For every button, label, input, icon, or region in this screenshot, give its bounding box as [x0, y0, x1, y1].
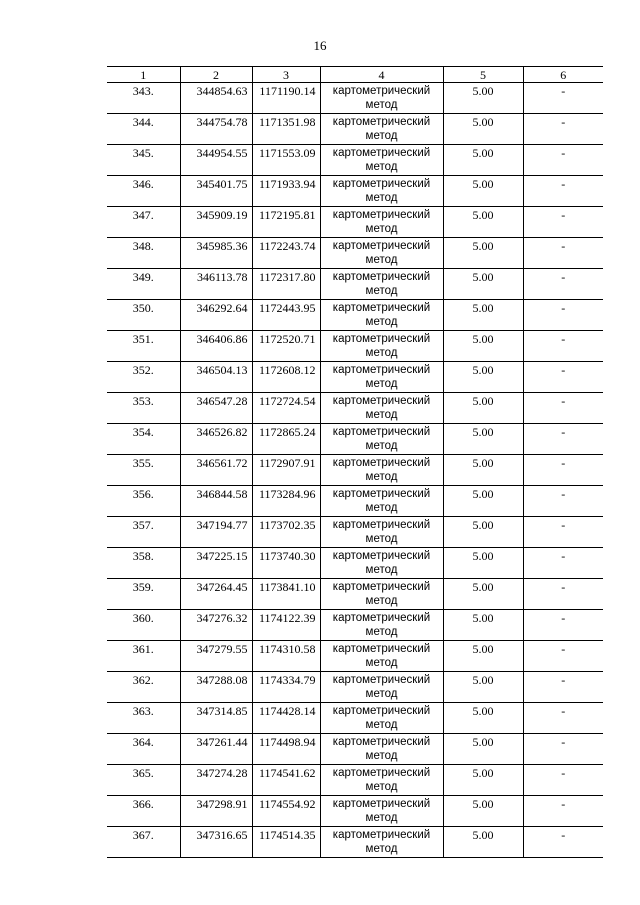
x-coordinate-cell: 347276.32: [180, 610, 252, 641]
point-number-cell: 346.: [107, 176, 180, 207]
column-header-4: 4: [320, 67, 443, 83]
accuracy-cell: 5.00: [443, 734, 523, 765]
note-cell: -: [523, 393, 603, 424]
x-coordinate-cell: 347225.15: [180, 548, 252, 579]
table-row: [107, 796, 603, 827]
y-coordinate-cell: 1171933.94: [252, 176, 320, 207]
note-cell: -: [523, 517, 603, 548]
method-cell: картометрический метод: [320, 703, 443, 734]
y-coordinate-cell: 1173841.10: [252, 579, 320, 610]
note-cell: -: [523, 672, 603, 703]
y-coordinate-cell: 1174498.94: [252, 734, 320, 765]
table-row: [107, 455, 603, 486]
table-row: [107, 703, 603, 734]
x-coordinate-cell: 347194.77: [180, 517, 252, 548]
method-cell: картометрический метод: [320, 424, 443, 455]
table-row: [107, 362, 603, 393]
x-coordinate-cell: 344754.78: [180, 114, 252, 145]
method-cell: картометрический метод: [320, 765, 443, 796]
accuracy-cell: 5.00: [443, 827, 523, 858]
x-coordinate-cell: 346844.58: [180, 486, 252, 517]
accuracy-cell: 5.00: [443, 796, 523, 827]
note-cell: -: [523, 827, 603, 858]
column-header-1: 1: [107, 67, 180, 83]
point-number-cell: 361.: [107, 641, 180, 672]
column-header-5: 5: [443, 67, 523, 83]
point-number-cell: 350.: [107, 300, 180, 331]
method-cell: картометрический метод: [320, 610, 443, 641]
note-cell: -: [523, 114, 603, 145]
method-cell: картометрический метод: [320, 734, 443, 765]
table-row: [107, 641, 603, 672]
table-row: [107, 331, 603, 362]
method-cell: картометрический метод: [320, 362, 443, 393]
method-cell: картометрический метод: [320, 796, 443, 827]
y-coordinate-cell: 1174310.58: [252, 641, 320, 672]
method-cell: картометрический метод: [320, 548, 443, 579]
note-cell: -: [523, 455, 603, 486]
accuracy-cell: 5.00: [443, 424, 523, 455]
note-cell: -: [523, 641, 603, 672]
point-number-cell: 343.: [107, 83, 180, 114]
accuracy-cell: 5.00: [443, 703, 523, 734]
accuracy-cell: 5.00: [443, 393, 523, 424]
table-row: [107, 517, 603, 548]
x-coordinate-cell: 344854.63: [180, 83, 252, 114]
point-number-cell: 363.: [107, 703, 180, 734]
point-number-cell: 365.: [107, 765, 180, 796]
note-cell: -: [523, 176, 603, 207]
column-header-2: 2: [180, 67, 252, 83]
y-coordinate-cell: 1172608.12: [252, 362, 320, 393]
x-coordinate-cell: 346113.78: [180, 269, 252, 300]
y-coordinate-cell: 1174541.62: [252, 765, 320, 796]
page-number: 16: [313, 38, 327, 53]
note-cell: -: [523, 486, 603, 517]
y-coordinate-cell: 1174428.14: [252, 703, 320, 734]
method-cell: картометрический метод: [320, 145, 443, 176]
accuracy-cell: 5.00: [443, 548, 523, 579]
note-cell: -: [523, 238, 603, 269]
note-cell: -: [523, 703, 603, 734]
accuracy-cell: 5.00: [443, 610, 523, 641]
point-number-cell: 352.: [107, 362, 180, 393]
accuracy-cell: 5.00: [443, 114, 523, 145]
x-coordinate-cell: 344954.55: [180, 145, 252, 176]
y-coordinate-cell: 1173702.35: [252, 517, 320, 548]
x-coordinate-cell: 345401.75: [180, 176, 252, 207]
point-number-cell: 367.: [107, 827, 180, 858]
table-row: [107, 424, 603, 455]
x-coordinate-cell: 347288.08: [180, 672, 252, 703]
x-coordinate-cell: 346292.64: [180, 300, 252, 331]
x-coordinate-cell: 347279.55: [180, 641, 252, 672]
x-coordinate-cell: 346547.28: [180, 393, 252, 424]
point-number-cell: 366.: [107, 796, 180, 827]
table-row: [107, 145, 603, 176]
accuracy-cell: 5.00: [443, 579, 523, 610]
method-cell: картометрический метод: [320, 455, 443, 486]
table-row: [107, 114, 603, 145]
x-coordinate-cell: 347261.44: [180, 734, 252, 765]
accuracy-cell: 5.00: [443, 765, 523, 796]
accuracy-cell: 5.00: [443, 238, 523, 269]
method-cell: картометрический метод: [320, 672, 443, 703]
x-coordinate-cell: 346526.82: [180, 424, 252, 455]
x-coordinate-cell: 346406.86: [180, 331, 252, 362]
point-number-cell: 355.: [107, 455, 180, 486]
accuracy-cell: 5.00: [443, 362, 523, 393]
x-coordinate-cell: 346561.72: [180, 455, 252, 486]
accuracy-cell: 5.00: [443, 300, 523, 331]
table-row: [107, 486, 603, 517]
method-cell: картометрический метод: [320, 300, 443, 331]
y-coordinate-cell: 1174334.79: [252, 672, 320, 703]
y-coordinate-cell: 1173740.30: [252, 548, 320, 579]
note-cell: -: [523, 424, 603, 455]
point-number-cell: 353.: [107, 393, 180, 424]
accuracy-cell: 5.00: [443, 486, 523, 517]
table-row: [107, 176, 603, 207]
table-row: [107, 269, 603, 300]
point-number-cell: 357.: [107, 517, 180, 548]
note-cell: -: [523, 734, 603, 765]
note-cell: -: [523, 610, 603, 641]
point-number-cell: 347.: [107, 207, 180, 238]
note-cell: -: [523, 145, 603, 176]
x-coordinate-cell: 347264.45: [180, 579, 252, 610]
y-coordinate-cell: 1174122.39: [252, 610, 320, 641]
accuracy-cell: 5.00: [443, 517, 523, 548]
x-coordinate-cell: 345985.36: [180, 238, 252, 269]
accuracy-cell: 5.00: [443, 83, 523, 114]
method-cell: картометрический метод: [320, 827, 443, 858]
x-coordinate-cell: 347298.91: [180, 796, 252, 827]
accuracy-cell: 5.00: [443, 641, 523, 672]
y-coordinate-cell: 1172865.24: [252, 424, 320, 455]
table-row: [107, 610, 603, 641]
y-coordinate-cell: 1172520.71: [252, 331, 320, 362]
method-cell: картометрический метод: [320, 393, 443, 424]
table-row: [107, 765, 603, 796]
method-cell: картометрический метод: [320, 176, 443, 207]
point-number-cell: 364.: [107, 734, 180, 765]
table-row: [107, 300, 603, 331]
y-coordinate-cell: 1172724.54: [252, 393, 320, 424]
accuracy-cell: 5.00: [443, 145, 523, 176]
table-row: [107, 672, 603, 703]
y-coordinate-cell: 1172317.80: [252, 269, 320, 300]
note-cell: -: [523, 207, 603, 238]
table-row: [107, 238, 603, 269]
y-coordinate-cell: 1172195.81: [252, 207, 320, 238]
point-number-cell: 359.: [107, 579, 180, 610]
table-body: [107, 83, 603, 858]
point-number-cell: 360.: [107, 610, 180, 641]
point-number-cell: 348.: [107, 238, 180, 269]
method-cell: картометрический метод: [320, 579, 443, 610]
note-cell: -: [523, 362, 603, 393]
y-coordinate-cell: 1172443.95: [252, 300, 320, 331]
table-row: [107, 734, 603, 765]
point-number-cell: 351.: [107, 331, 180, 362]
table-row: [107, 83, 603, 114]
x-coordinate-cell: 347314.85: [180, 703, 252, 734]
coordinates-table: [107, 66, 603, 858]
point-number-cell: 358.: [107, 548, 180, 579]
table-row: [107, 207, 603, 238]
method-cell: картометрический метод: [320, 517, 443, 548]
table-row: [107, 579, 603, 610]
note-cell: -: [523, 331, 603, 362]
method-cell: картометрический метод: [320, 486, 443, 517]
x-coordinate-cell: 345909.19: [180, 207, 252, 238]
y-coordinate-cell: 1173284.96: [252, 486, 320, 517]
method-cell: картометрический метод: [320, 269, 443, 300]
table-header-row: [107, 67, 603, 83]
method-cell: картометрический метод: [320, 83, 443, 114]
note-cell: -: [523, 548, 603, 579]
x-coordinate-cell: 346504.13: [180, 362, 252, 393]
method-cell: картометрический метод: [320, 207, 443, 238]
column-header-3: 3: [252, 67, 320, 83]
y-coordinate-cell: 1171190.14: [252, 83, 320, 114]
table-row: [107, 827, 603, 858]
point-number-cell: 356.: [107, 486, 180, 517]
column-header-6: 6: [523, 67, 603, 83]
point-number-cell: 344.: [107, 114, 180, 145]
x-coordinate-cell: 347274.28: [180, 765, 252, 796]
y-coordinate-cell: 1174554.92: [252, 796, 320, 827]
method-cell: картометрический метод: [320, 238, 443, 269]
point-number-cell: 345.: [107, 145, 180, 176]
accuracy-cell: 5.00: [443, 455, 523, 486]
y-coordinate-cell: 1174514.35: [252, 827, 320, 858]
note-cell: -: [523, 300, 603, 331]
note-cell: -: [523, 83, 603, 114]
note-cell: -: [523, 796, 603, 827]
accuracy-cell: 5.00: [443, 207, 523, 238]
y-coordinate-cell: 1172243.74: [252, 238, 320, 269]
accuracy-cell: 5.00: [443, 331, 523, 362]
note-cell: -: [523, 579, 603, 610]
accuracy-cell: 5.00: [443, 269, 523, 300]
table-row: [107, 393, 603, 424]
point-number-cell: 362.: [107, 672, 180, 703]
accuracy-cell: 5.00: [443, 672, 523, 703]
accuracy-cell: 5.00: [443, 176, 523, 207]
y-coordinate-cell: 1171351.98: [252, 114, 320, 145]
method-cell: картометрический метод: [320, 641, 443, 672]
point-number-cell: 349.: [107, 269, 180, 300]
y-coordinate-cell: 1172907.91: [252, 455, 320, 486]
method-cell: картометрический метод: [320, 114, 443, 145]
x-coordinate-cell: 347316.65: [180, 827, 252, 858]
point-number-cell: 354.: [107, 424, 180, 455]
method-cell: картометрический метод: [320, 331, 443, 362]
table-row: [107, 548, 603, 579]
y-coordinate-cell: 1171553.09: [252, 145, 320, 176]
note-cell: -: [523, 269, 603, 300]
note-cell: -: [523, 765, 603, 796]
